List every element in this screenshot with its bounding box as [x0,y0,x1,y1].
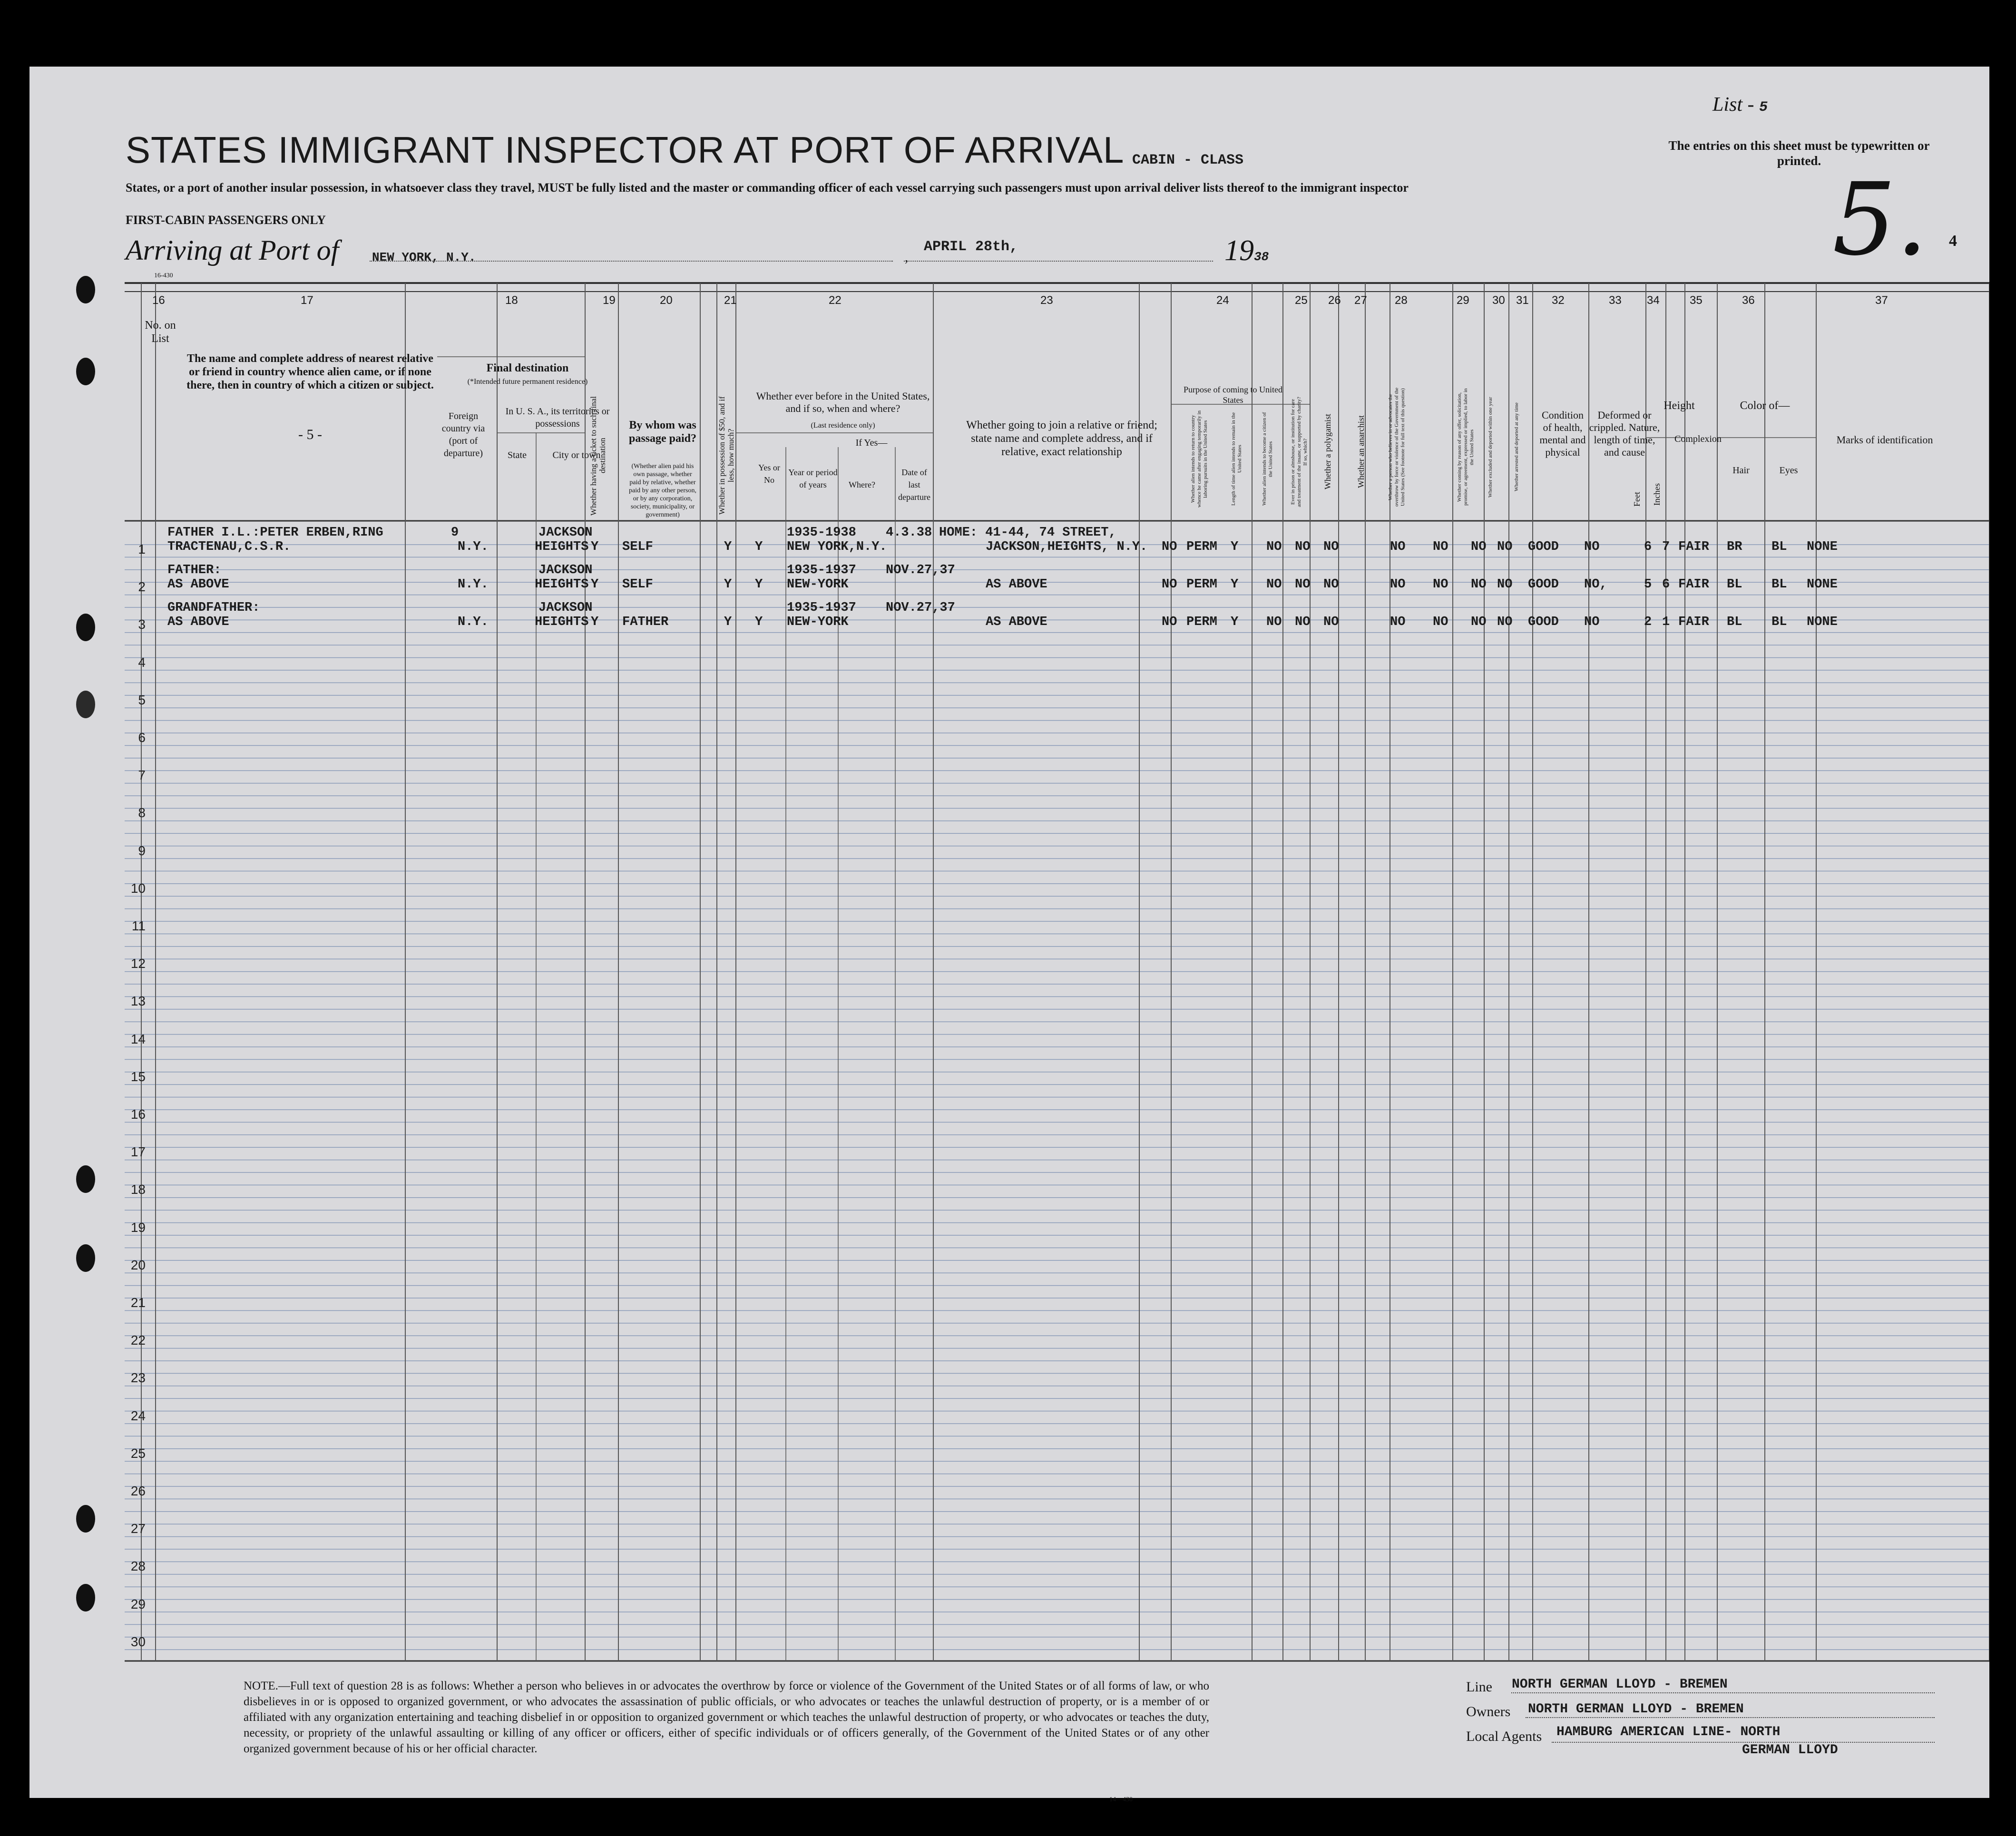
join-relative-line-2: AS ABOVE [986,577,1047,592]
row-number: 26 [130,1484,146,1498]
agents-value-1: HAMBURG AMERICAN LINE- NORTH [1556,1725,1781,1739]
header-marks: Marks of identification [1836,434,1933,446]
header-citizen-intent: Whether alien intends to become a citizen of the United States [1262,412,1273,506]
row-number: 9 [138,843,146,858]
marks-value: NONE [1807,615,1838,630]
passage-paid-value: FATHER [622,615,669,630]
line-underline [1511,1692,1935,1693]
row-number: 5 [138,692,146,707]
length-of-stay-value: PERM [1186,577,1217,592]
column-number: 27 [1354,294,1367,307]
binder-hole [76,1584,95,1611]
question-28-note: NOTE.—Full text of question 28 is as follows: Whether a person who believes in or advocates the overthrow by force or violence of the Government of the United States or of all forms of law, or who disbelieves in or is opposed to organized government, or who advocates the assassination of public officials, or who advocates or teaches the unlawful destruction of property, or is a member of or affiliated with any organization entertaining and teaching disbelief in or opposition to organized government or which teaches the unlawful destruction of property, or who advocates or teaches the duty, necessity, or propriety of the unlawful assaulting or killing of any officer or officers, either of specific individuals or of officers generally, of the Government of the United States or of any other organized government because of his or her official character. [244,1680,1209,1755]
complexion-value: FAIR [1678,540,1709,554]
header-deformed: Deformed or crippled. Nature, length of time, and cause [1589,409,1660,458]
prison-value: NO [1266,540,1282,554]
height-inches-value: 1 [1662,615,1670,630]
header-if-yes: If Yes— [855,438,888,448]
column-number: 30 [1492,294,1505,307]
row-number: 30 [130,1634,146,1649]
return-intent-value: NO [1162,540,1177,554]
money-value: Y [724,577,732,592]
deported-value: NO [1497,540,1513,554]
header-foreign-country: Foreign country via (port of departure) [441,411,485,459]
header-polygamist: Whether a polygamist [1323,414,1332,490]
complexion-value: FAIR [1678,615,1709,630]
excluded-value: NO [1471,577,1487,592]
polygamist-value: NO [1295,540,1311,554]
join-relative-line-2: AS ABOVE [986,615,1047,630]
last-departure-date: NOV.27,37 [886,563,955,578]
column-number: 26 [1328,294,1341,307]
before-where: NEW YORK,N.Y. [787,540,887,554]
before-in-us-value: Y [755,577,763,592]
last-departure-date: 4.3.38 [886,526,932,540]
column-number: 19 [603,294,616,307]
header-arrested-deported: Whether arrested and deported at any time [1514,402,1519,492]
before-where: NEW-YORK [787,577,849,592]
ticket-value: Y [591,540,599,554]
before-years: 1935-1937 [787,563,856,578]
height-inches-value: 7 [1662,540,1670,554]
header-hair: Hair [1732,465,1750,476]
deformed-value: NO, [1584,577,1607,592]
column-number: 21 [724,294,737,307]
before-where: NEW-YORK [787,615,849,630]
relative-address-line-1: FATHER I.L.:PETER ERBEN,RING [167,526,383,540]
relative-address-line-1: FATHER: [167,563,222,578]
form-code: 14—430 [1109,1796,1133,1803]
before-years: 1935-1938 [787,526,856,540]
date-comma: , [905,250,908,265]
header-height: Height [1664,400,1695,412]
relative-address-line-2: AS ABOVE [167,615,229,630]
hair-value: BL [1727,577,1742,592]
header-health: Condition of health, mental and physical [1539,409,1586,458]
column-number: 28 [1395,294,1408,307]
header-yes-no: Yes or No [758,463,780,485]
row-number: 29 [130,1596,146,1611]
hair-value: BL [1727,615,1742,630]
passage-paid-value: SELF [622,577,653,592]
relative-address-line-1: GRANDFATHER: [167,601,260,615]
row-number: 16 [130,1107,146,1122]
overthrow-value: NO [1390,540,1406,554]
length-of-stay-value: PERM [1186,615,1217,630]
relative-address-line-2: AS ABOVE [167,577,229,592]
row-number: 4 [138,654,146,670]
header-before-note: (Last residence only) [811,421,875,430]
binder-hole [76,1244,95,1272]
eyes-value: BL [1771,577,1787,592]
destination-city-line-1: JACKSON [538,563,593,578]
anarchist-value: NO [1323,577,1339,592]
row-number: 7 [138,768,146,783]
column-number: 32 [1552,294,1565,307]
binder-hole [76,614,95,641]
header-overthrow: Whether a person who believes in or advocates the overthrow by force or violence of the Government of the United States (See footnote for full text of this question) [1388,387,1406,507]
owners-value: NORTH GERMAN LLOYD - BREMEN [1528,1702,1744,1717]
foreign-country: 9 [451,526,459,540]
health-value: GOOD [1528,577,1559,592]
labor-offer-value: NO [1433,577,1448,592]
deformed-value: NO [1584,540,1600,554]
health-value: GOOD [1528,615,1559,630]
deformed-value: NO [1584,615,1600,630]
manifest-sheet [29,67,1989,1803]
header-passage-paid-note: (Whether alien paid his own passage, whether paid by relative, whether paid by any other person, or by any corporation, society, municipality, or government) [629,463,696,518]
row-number: 12 [130,956,146,971]
row-number: 19 [130,1220,146,1235]
header-in-usa: In U. S. A., its territories or possessions [505,406,610,429]
header-final-destination: Final destination [486,362,569,374]
labor-offer-value: NO [1433,540,1448,554]
first-cabin-label: FIRST-CABIN PASSENGERS ONLY [126,213,326,227]
row-number: 10 [130,880,146,896]
money-value: Y [724,540,732,554]
return-intent-value: NO [1162,615,1177,630]
row-number: 20 [130,1257,146,1272]
column-number: 24 [1216,294,1229,307]
citizen-intent-value: Y [1231,577,1239,592]
header-city: City or town [552,450,601,460]
line-value: NORTH GERMAN LLOYD - BREMEN [1512,1677,1728,1692]
passenger-notice: States, or a port of another insular possession, in whatsoever class they travel, MUST be fully listed and the master or commanding officer of each vessel carrying such passengers must upon arrival deliver lists thereof to the immigrant inspector [126,181,1409,195]
row-number: 14 [130,1031,146,1046]
header-relative-address: The name and complete address of nearest relative or friend in country whence alien came, or if none there, then in country of which a citizen or subject. [186,352,434,391]
header-money: Whether in possession of $50, and if less, how much? [717,396,735,515]
ticket-value: Y [591,577,599,592]
header-feet: Feet [1632,492,1642,507]
header-eyes: Eyes [1779,465,1798,476]
column-number: 25 [1295,294,1308,307]
header-year: Year or period of years [788,468,838,489]
header-no-on-list: No. on List [145,319,176,345]
list-label: List - 5 [1713,94,1768,116]
binder-hole [76,276,95,303]
row-number: 2 [138,579,146,595]
column-number: 16 [152,294,165,307]
row-number: 21 [130,1295,146,1310]
header-purpose: Purpose of coming to United States [1184,385,1282,405]
destination-state: N.Y. [458,615,489,630]
money-value: Y [724,615,732,630]
excluded-value: NO [1471,540,1487,554]
row-number: 24 [130,1408,146,1423]
page-title: STATES IMMIGRANT INSPECTOR AT PORT OF ARRIVAL [126,129,1125,171]
height-feet-value: 2 [1644,615,1652,630]
agents-label: Local Agents [1466,1729,1542,1744]
row-number: 8 [138,805,146,820]
column-number: 18 [505,294,518,307]
column-number: 33 [1609,294,1622,307]
header-color: Color of— [1740,400,1790,412]
header-complexion: Complexion [1674,434,1722,444]
destination-city-line-2: HEIGHTS [535,540,589,554]
header-list-number: - 5 - [298,427,322,442]
destination-city-line-2: HEIGHTS [535,577,589,592]
column-number: 36 [1742,294,1755,307]
row-number: 28 [130,1559,146,1574]
length-of-stay-value: PERM [1186,540,1217,554]
header-final-destination-note: (*Intended future permanent residence) [467,378,588,386]
port-value: NEW YORK, N.Y. [372,250,476,264]
row-number: 25 [130,1445,146,1461]
before-years: 1935-1937 [787,601,856,615]
form-number: 16-430 [154,272,173,279]
binder-hole [76,1505,95,1533]
row-number: 22 [130,1333,146,1348]
citizen-intent-value: Y [1231,615,1239,630]
join-relative-line-1: HOME: 41-44, 74 STREET, [939,526,1116,540]
header-where: Where? [849,480,875,489]
labor-offer-value: NO [1433,615,1448,630]
marks-value: NONE [1807,540,1838,554]
polygamist-value: NO [1295,615,1311,630]
binder-hole [76,1165,95,1193]
manifest-grid [29,67,1989,1798]
before-in-us-value: Y [755,615,763,630]
handwritten-sheet-number: 5. [1832,161,1928,278]
prison-value: NO [1266,577,1282,592]
column-number: 31 [1516,294,1529,307]
marks-value: NONE [1807,577,1838,592]
binder-hole [76,691,95,718]
column-number: 34 [1647,294,1660,307]
health-value: GOOD [1528,540,1559,554]
header-date-departure: Date of last departure [898,468,930,502]
destination-city-line-2: HEIGHTS [535,615,589,630]
header-ticket: Whether having a ticket to such final destination [589,396,607,516]
header-state: State [508,450,527,460]
line-label: Line [1466,1679,1492,1695]
row-number: 13 [130,994,146,1009]
corner-mark: 4 [1949,232,1957,250]
destination-city-line-1: JACKSON [538,526,593,540]
last-departure-date: NOV.27,37 [886,601,955,615]
column-number: 29 [1457,294,1469,307]
anarchist-value: NO [1323,615,1339,630]
hair-value: BR [1727,540,1742,554]
typewritten-note: The entries on this sheet must be typewritten or printed. [1668,138,1930,168]
cabin-class-label: CABIN - CLASS [1132,152,1244,168]
agents-value-2: GERMAN LLOYD [1742,1743,1838,1758]
row-number: 23 [130,1370,146,1386]
passage-paid-value: SELF [622,540,653,554]
anarchist-value: NO [1323,540,1339,554]
column-number: 22 [829,294,842,307]
destination-city-line-1: JACKSON [538,601,593,615]
column-number: 20 [660,294,673,307]
header-before-in-us: Whether ever before in the United States, and if so, when and where? [756,390,930,414]
header-join-relative: Whether going to join a relative or friend; state name and complete address, and if relative, exact relationship [966,419,1157,458]
destination-state: N.Y. [458,540,489,554]
row-number: 6 [138,730,146,745]
binder-hole [76,358,95,385]
header-inches: Inches [1652,483,1662,506]
arriving-label: Arriving at Port of [126,234,339,266]
complexion-value: FAIR [1678,577,1709,592]
row-number: 18 [130,1182,146,1197]
overthrow-value: NO [1390,615,1406,630]
overthrow-value: NO [1390,577,1406,592]
excluded-value: NO [1471,615,1487,630]
arrival-year: 1938 [1224,234,1269,267]
row-number: 3 [138,617,146,632]
header-passage-paid: By whom was passage paid? [628,419,697,445]
citizen-intent-value: Y [1231,540,1239,554]
ticket-value: Y [591,615,599,630]
row-number: 27 [130,1521,146,1536]
height-feet-value: 5 [1644,577,1652,592]
header-labor-offer: Whether coming by reason of any offer, solicitation, promise, or agreement, expressed or implied, to labor in the United States [1457,388,1475,506]
header-prison: Ever in prison or almshouse, or institution for care and treatment of the insane, or supported by charity? If so, which? [1290,397,1308,507]
header-anarchist: Whether an anarchist [1356,415,1366,488]
deported-value: NO [1497,615,1513,630]
owners-underline [1526,1717,1935,1718]
owners-label: Owners [1466,1704,1511,1719]
before-in-us-value: Y [755,540,763,554]
eyes-value: BL [1771,540,1787,554]
height-feet-value: 6 [1644,540,1652,554]
column-number: 17 [301,294,313,307]
column-number: 35 [1690,294,1703,307]
deported-value: NO [1497,577,1513,592]
destination-state: N.Y. [458,577,489,592]
arrival-date: APRIL 28th, [924,239,1018,255]
polygamist-value: NO [1295,577,1311,592]
height-inches-value: 6 [1662,577,1670,592]
header-return-intent: Whether alien intends to return to country whence he came after engaging temporarily in laboring pursuits in the United States [1190,410,1208,508]
prison-value: NO [1266,615,1282,630]
eyes-value: BL [1771,615,1787,630]
column-number: 37 [1875,294,1888,307]
header-excluded: Whether excluded and deported within one year [1488,397,1493,498]
return-intent-value: NO [1162,577,1177,592]
relative-address-line-2: TRACTENAU,C.S.R. [167,540,291,554]
row-number: 17 [130,1144,146,1160]
header-length-of-stay: Length of time alien intends to remain in the United States [1231,412,1243,506]
row-number: 11 [131,918,146,933]
join-relative-line-2: JACKSON,HEIGHTS, N.Y. [986,540,1148,554]
row-number: 15 [130,1069,146,1084]
row-number: 1 [138,542,146,557]
column-number: 23 [1040,294,1053,307]
